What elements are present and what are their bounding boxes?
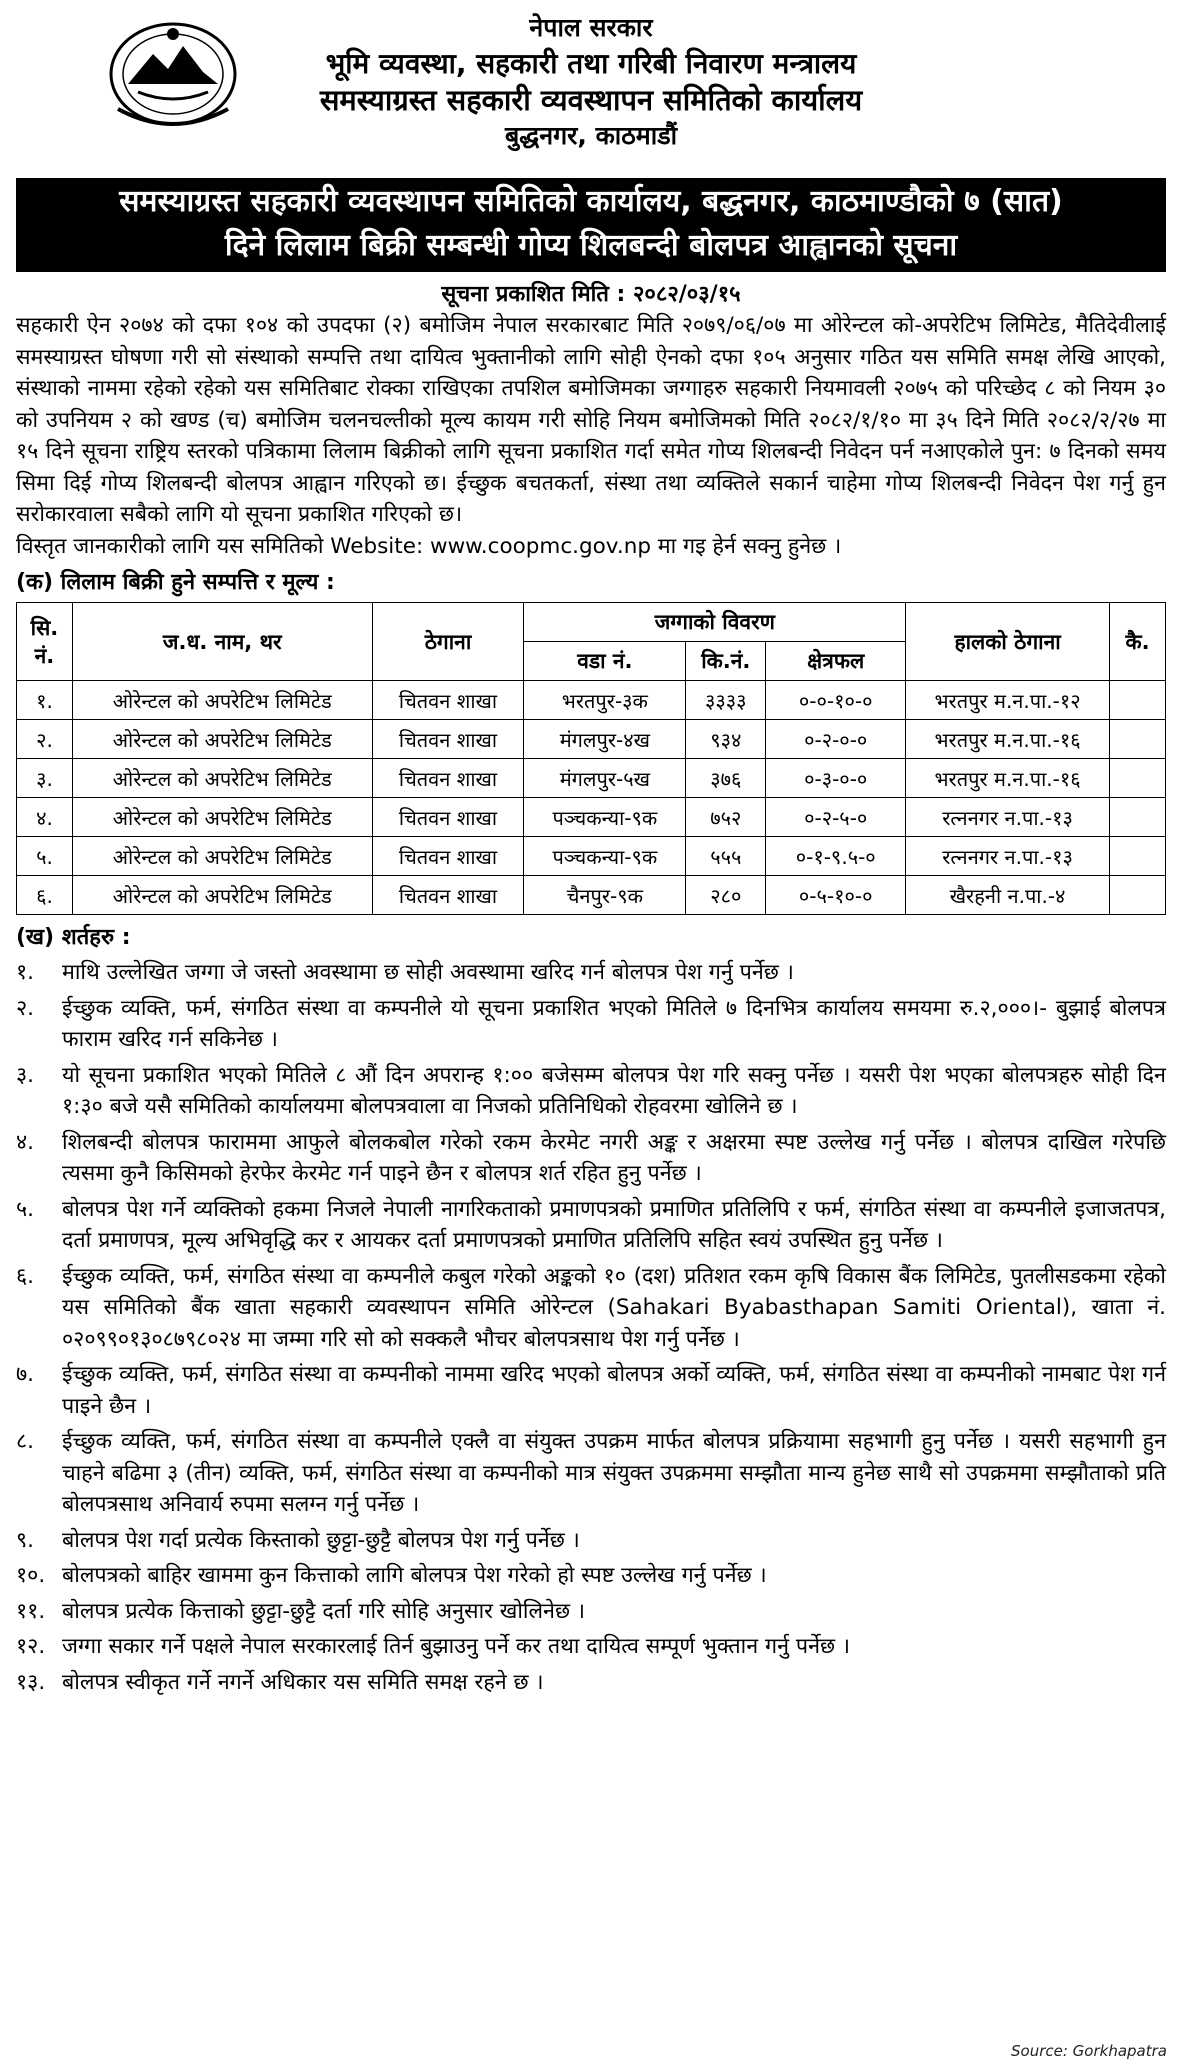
term-number: ५. (16, 1196, 35, 1222)
cell-current-address: रत्ननगर न.पा.-१३ (906, 837, 1110, 876)
notice-page (16, 8, 1166, 1702)
term-text: बोलपत्र पेश गर्ने व्यक्तिको हकमा निजले नेपाली नागरिकताको प्रमाणपत्रको प्रमाणित प्रतिलिपि र फर्म, संगठित संस्था वा कम्पनीले इजाजतपत्र, दर्ता प्रमाणपत्र, मूल्य अभिवृद्धि कर र आयकर दर्ता प्रमाणपत्रको प्रमाणित प्रतिलिपि सहित स्वयं उपस्थित हुनु पर्नेछ । (62, 1196, 1166, 1253)
cell-address: चितवन शाखा (372, 759, 524, 798)
cell-ward: मंगलपुर-५ख (524, 759, 686, 798)
cell-ward: पञ्चकन्या-९क (524, 798, 686, 837)
notice-banner (16, 178, 1166, 272)
cell-owner: ओरेन्टल को अपरेटिभ लिमिटेड (72, 720, 372, 759)
term-text: ईच्छुक व्यक्ति, फर्म, संगठित संस्था वा कम्पनीले एक्लै वा संयुक्त उपक्रम मार्फत बोलपत्र प्रक्रियामा सहभागी हुनु पर्नेछ । यसरी सहभागी हुन चाहने बढिमा ३ (तीन) व्यक्ति, फर्म, संगठित संस्था वा कम्पनीको मात्र संयुक्त उपक्रममा सम्झौता मान्य हुनेछ साथै सो उपक्रममा सम्झौताको प्रति बोलपत्रसाथ अनिवार्य रुपमा सलग्न गर्नु पर्नेछ । (62, 1429, 1166, 1517)
term-number: १३. (16, 1669, 46, 1695)
cell-owner: ओरेन्टल को अपरेटिभ लिमिटेड (72, 759, 372, 798)
section-b-title: (ख) शर्तहरु : (16, 925, 131, 950)
table-row (17, 681, 1166, 720)
cell-plot: ३७६ (686, 759, 766, 798)
cell-area: ०-३-०-० (766, 759, 906, 798)
publish-date: सूचना प्रकाशित मिति : २०८२/०३/१५ (441, 282, 741, 307)
cell-owner: ओरेन्टल को अपरेटिभ लिमिटेड (72, 837, 372, 876)
cell-current-address: भरतपुर म.न.पा.-१६ (906, 759, 1110, 798)
header-land-details: जग्गाको विवरण (524, 603, 906, 642)
cell-sn: १. (17, 681, 73, 720)
cell-ward: चैनपुर-९क (524, 876, 686, 915)
land-table (16, 602, 1166, 915)
cell-area: ०-२-०-० (766, 720, 906, 759)
term-item (16, 1060, 1166, 1123)
term-number: १०. (16, 1563, 46, 1588)
term-text: जग्गा सकार गर्ने पक्षले नेपाल सरकारलाई तिर्न बुझाउनु पर्ने कर तथा दायित्व सम्पूर्ण भुक्तान गर्नु पर्नेछ । (62, 1634, 851, 1659)
header-sn: सि. नं. (17, 603, 73, 681)
table-row (17, 759, 1166, 798)
term-item (16, 1194, 1166, 1257)
cell-ward: मंगलपुर-४ख (524, 720, 686, 759)
cell-address: चितवन शाखा (372, 798, 524, 837)
term-text: बोलपत्र प्रत्येक कित्ताको छुट्टा-छुट्टै दर्ता गरि सोहि अनुसार खोलिनेछ । (62, 1598, 586, 1624)
term-number: ६. (16, 1263, 35, 1289)
cell-ward: पञ्चकन्या-९क (524, 837, 686, 876)
term-item (16, 1631, 1166, 1663)
banner-line-1: समस्याग्रस्त सहकारी व्यवस्थापन समितिको कार्यालय, बद्धनगर, काठमाण्डौको ७ (सात) (119, 184, 1063, 219)
term-number: ३. (16, 1062, 35, 1088)
term-item (16, 1261, 1166, 1356)
header-ward: वडा नं. (524, 642, 686, 681)
ministry-title: भूमि व्यवस्था, सहकारी तथा गरिबी निवारण मन्त्रालय (325, 47, 857, 80)
cell-current-address: खैरहनी न.पा.-४ (906, 876, 1110, 915)
header-owner: ज.ध. नाम, थर (72, 603, 372, 681)
cell-plot: ३३३३ (686, 681, 766, 720)
intro-text: सहकारी ऐन २०७४ को दफा १०४ को उपदफा (२) बमोजिम नेपाल सरकारबाट मिति २०७९/०६/०७ मा ओरेन्टल को-अपरेटिभ लिमिटेड, मैतिदेवीलाई समस्याग्रस्त घोषणा गरी सो संस्थाको सम्पत्ति तथा दायित्व भुक्तानीको लागि सोही ऐनको दफा १०५ अनुसार गठित यस समिति समक्ष लेखि आएको, संस्थाको नाममा रहेको रहेको यस समितिबाट रोक्का राखिएका तपशिल बमोजिमका जग्गाहरु सहकारी नियमावली २०७५ को परिच्छेद ८ को नियम ३० को उपनियम २ को खण्ड (च) बमोजिम चलनचल्तीको मूल्य कायम गरी सोहि नियम बमोजिमको मिति २०८२/१/१० मा ३५ दिने मिति २०८२/२/२७ मा १५ दिने सूचना राष्ट्रिय स्तरको पत्रिकामा लिलाम बिक्रीको लागि सूचना प्रकाशित गर्दा समेत गोप्य शिलबन्दी निवेदन पर्न नआएकोले पुन: ७ दिनको समय सिमा दिई गोप्य शिलबन्दी बोलपत्र आह्वान गरिएको छ। ईच्छुक बचतकर्ता, संस्था तथा व्यक्तिले सकार्न चाहेमा गोप्य शिलबन्दी निवेदन पेश गर्नु हुन सरोकारवाला सबैको लागि यो सूचना प्रकाशित गरिएको छ। (16, 313, 1166, 527)
cell-current-address: भरतपुर म.न.पा.-१२ (906, 681, 1110, 720)
term-text: ईच्छुक व्यक्ति, फर्म, संगठित संस्था वा कम्पनीले कबुल गरेको अङ्कको १० (दश) प्रतिशत रकम कृषि विकास बैंक लिमिटेड, पुतलीसडकमा रहेको यस समितिको बैंक खाता सहकारी व्यवस्थापन समिति ओरेन्टल (Sahakari Byabasthapan Samiti Oriental), खाता नं. ०२०९९०१३०८७९८०२४ मा जम्मा गरि सो को सक्कलै भौचर बोलपत्रसाथ पेश गर्नु पर्नेछ । (62, 1263, 1166, 1352)
term-text: शिलबन्दी बोलपत्र फाराममा आफुले बोलकबोल गरेको रकम केरमेट नगरी अङ्क र अक्षरमा स्पष्ट उल्लेख गर्नु पर्नेछ । बोलपत्र दाखिल गरेपछि त्यसमा कुनै किसिमको हेरफेर केरमेट गर्न पाइने छैन र बोलपत्र शर्त रहित हुनु पर्नेछ । (62, 1129, 1166, 1186)
term-item (16, 1359, 1166, 1422)
term-number: १. (16, 960, 35, 985)
table-row (17, 720, 1166, 759)
term-item (16, 957, 1166, 989)
cell-area: ०-१-९.५-० (766, 837, 906, 876)
cell-current-address: रत्ननगर न.पा.-१३ (906, 798, 1110, 837)
term-number: ७. (16, 1362, 35, 1387)
intro-paragraph (16, 310, 1166, 562)
term-number: ४. (16, 1129, 35, 1155)
office-title: समस्याग्रस्त सहकारी व्यवस्थापन समितिको कार्यालय (319, 83, 863, 117)
term-text: माथि उल्लेखित जग्गा जे जस्तो अवस्थामा छ सोही अवस्थामा खरिद गर्न बोलपत्र पेश गर्नु पर्नेछ । (62, 960, 794, 985)
term-text: ईच्छुक व्यक्ति, फर्म, संगठित संस्था वा कम्पनीले यो सूचना प्रकाशित भएको मितिले ७ दिनभित्र कार्यालय समयमा रु.२,०००।- बुझाई बोलपत्र फाराम खरिद गर्न सकिनेछ । (62, 995, 1166, 1052)
term-item (16, 993, 1166, 1056)
header-current-address: हालको ठेगाना (906, 603, 1110, 681)
cell-sn: ६. (17, 876, 73, 915)
cell-remarks (1109, 837, 1165, 876)
banner-line-2: दिने लिलाम बिक्री सम्बन्धी गोप्य शिलबन्दी बोलपत्र आह्वानको सूचना (224, 228, 958, 263)
cell-area: ०-२-५-० (766, 798, 906, 837)
cell-area: ०-०-१०-० (766, 681, 906, 720)
cell-owner: ओरेन्टल को अपरेटिभ लिमिटेड (72, 798, 372, 837)
header-plot: कि.नं. (686, 642, 766, 681)
table-row (17, 837, 1166, 876)
term-text: बोलपत्र स्वीकृत गर्ने नगर्ने अधिकार यस समिति समक्ष रहने छ । (62, 1669, 544, 1695)
cell-remarks (1109, 798, 1165, 837)
cell-sn: ३. (17, 759, 73, 798)
cell-plot: ९३४ (686, 720, 766, 759)
table-row (17, 798, 1166, 837)
table-row (17, 876, 1166, 915)
cell-sn: ५. (17, 837, 73, 876)
cell-owner: ओरेन्टल को अपरेटिभ लिमिटेड (72, 681, 372, 720)
header-remarks: कै. (1109, 603, 1165, 681)
cell-remarks (1109, 876, 1165, 915)
cell-plot: ५५५ (686, 837, 766, 876)
cell-remarks (1109, 720, 1165, 759)
cell-owner: ओरेन्टल को अपरेटिभ लिमिटेड (72, 876, 372, 915)
cell-address: चितवन शाखा (372, 681, 524, 720)
terms-list (16, 957, 1166, 1698)
cell-area: ०-५-१०-० (766, 876, 906, 915)
term-text: ईच्छुक व्यक्ति, फर्म, संगठित संस्था वा कम्पनीको नाममा खरिद भएको बोलपत्र अर्को व्यक्ति, फर्म, संगठित संस्था वा कम्पनीको नामबाट पेश गर्न पाइने छैन । (62, 1362, 1166, 1419)
term-item (16, 1596, 1166, 1628)
term-item (16, 1525, 1166, 1557)
term-number: १२. (16, 1634, 46, 1659)
cell-current-address: भरतपुर म.न.पा.-१६ (906, 720, 1110, 759)
cell-address: चितवन शाखा (372, 876, 524, 915)
term-number: २. (16, 995, 35, 1021)
term-text: बोलपत्र पेश गर्दा प्रत्येक किस्ताको छुट्टा-छुट्टै बोलपत्र पेश गर्नु पर्नेछ । (62, 1527, 580, 1553)
cell-sn: ४. (17, 798, 73, 837)
header-address: ठेगाना (372, 603, 524, 681)
header-area: क्षेत्रफल (766, 642, 906, 681)
term-item (16, 1127, 1166, 1190)
cell-address: चितवन शाखा (372, 720, 524, 759)
term-number: ११. (16, 1598, 46, 1624)
govt-title: नेपाल सरकार (529, 13, 653, 42)
office-location: बुद्धनगर, काठमाडौं (504, 121, 678, 150)
header (16, 8, 1166, 176)
cell-ward: भरतपुर-३क (524, 681, 686, 720)
cell-plot: २८० (686, 876, 766, 915)
term-number: ९. (16, 1527, 35, 1553)
cell-sn: २. (17, 720, 73, 759)
cell-remarks (1109, 681, 1165, 720)
cell-remarks (1109, 759, 1165, 798)
source-credit: Source: Gorkhapatra (1011, 2042, 1167, 2060)
cell-plot: ७५२ (686, 798, 766, 837)
term-text: यो सूचना प्रकाशित भएको मितिले ८ औं दिन अपरान्ह १:०० बजेसम्म बोलपत्र पेश गरि सक्नु पर्नेछ । यसरी पेश भएका बोलपत्रहरु सोही दिन १:३० बजे यसै समितिको कार्यालयमा बोलपत्रवाला वा निजको प्रतिनिधिको रोहवरमा खोलिने छ । (62, 1062, 1166, 1119)
term-number: ८. (16, 1429, 35, 1454)
term-item (16, 1426, 1166, 1521)
section-a-title: (क) लिलाम बिक्री हुने सम्पत्ति र मूल्य : (16, 570, 335, 595)
term-text: बोलपत्रको बाहिर खाममा कुन कित्ताको लागि बोलपत्र पेश गरेको हो स्पष्ट उल्लेख गर्नु पर्नेछ । (62, 1563, 767, 1588)
term-item (16, 1560, 1166, 1592)
cell-address: चितवन शाखा (372, 837, 524, 876)
website-line: विस्तृत जानकारीको लागि यस समितिको Website: www.coopmc.gov.np मा गइ हेर्न सक्नु हुनेछ । (16, 533, 842, 559)
term-item (16, 1667, 1166, 1699)
